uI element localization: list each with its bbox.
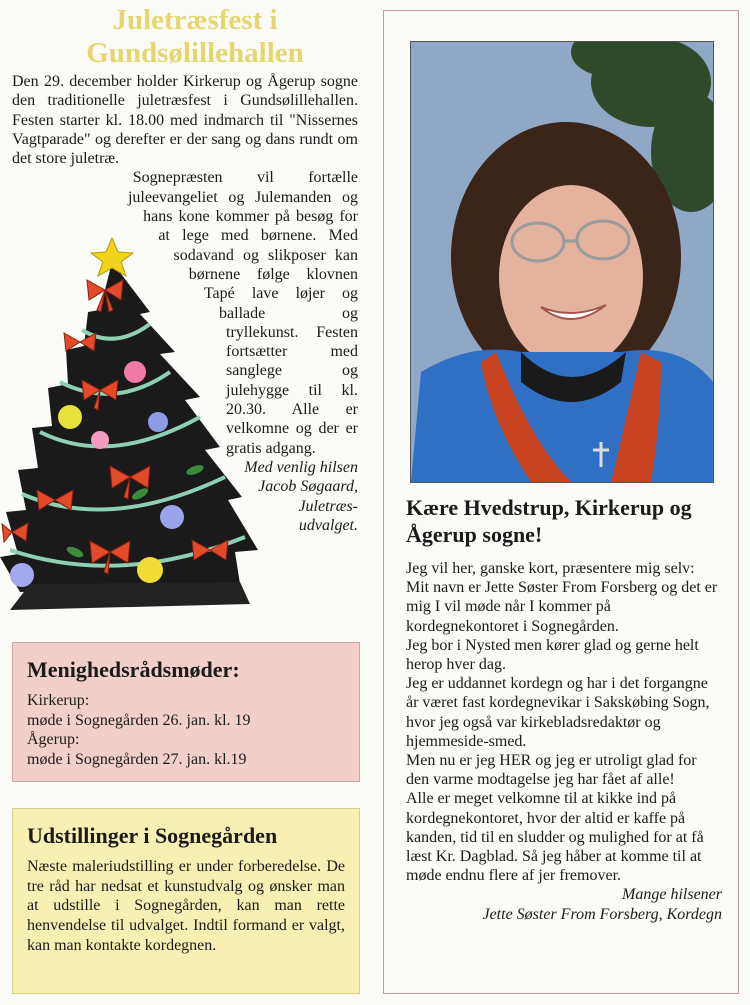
signoff-line: Med venlig hilsen [244,458,358,476]
signoff-line: Juletræs- [298,497,358,515]
menighed-line: Ågerup: [27,731,80,748]
udstilling-text: Næste maleriudstilling er under forberedelse. De tre råd har nedsat et kunstudvalg og ønsker man at udstille i Sognegården, kan man rette henvendelse til udvalget. Indtil formand er valgt, kan man kontakte kordegnen. [27,858,345,954]
letter-paragraph: Jeg bor i Nysted men kører glad og gerne helt herop hver dag. [406,636,699,674]
menighed-line: møde i Sognegården 26. jan. kl. 19 [27,711,251,729]
letter-signature: Jette Søster From Forsberg, Kordegn [482,905,722,923]
menighed-title: Menighedsrådsmøder: [27,657,240,682]
juletrae-paragraph-1: Den 29. december holder Kirkerup og Ågerup sogne den traditionelle juletræsfest i Gundsølillehallen. Festen starter kl. 18.00 med indmarch til "Nissernes Vagtparade" og derefter er der sang og dans rundt om det store juletræ. [12,73,358,168]
signoff-line: udvalget. [298,516,358,534]
letter-panel [383,10,739,994]
juletrae-paragraph-2: Sognepræsten vil fortælle juleevangeliet og Julemanden og hans kone kommer på besøg for at lege med børnene. Med sodavand og slikposer kan børnene følge klovnen Tapé lave løjer og ballade og tryllekunst. Festen fortsætter med sanglege og julehygge til kl. 20.30. Alle er velkomne og der er gratis adgang. [127,169,358,457]
juletrae-title: Juletræsfest i Gundsølillehallen [86,4,304,69]
udstilling-box [12,808,360,994]
left-column [0,0,370,1005]
letter-closing: Mange hilsener [622,886,722,904]
menighed-box [12,642,360,782]
menighed-text [27,691,345,769]
udstilling-title: Udstillinger i Sognegården [27,823,278,848]
letter-paragraph: Mit navn er Jette Søster From Forsberg og det er mig I vil møde når I kommer på kordegnekontoret i Sognegården. [406,579,718,635]
portrait-photo [410,41,714,483]
juletrae-article [12,72,358,535]
letter-title: Kære Hvedstrup, Kirkerup og Ågerup sogne! [406,495,692,547]
signoff-line: Jacob Søgaard, [258,478,358,496]
letter-paragraph: Jeg er uddannet kordegn og har i det forgangne år været fast kordegnevikar i Sakskøbing Sogn, hvor jeg også var kirkebladsredaktør og hjemmeside-smed. [406,675,710,750]
letter-paragraph: Alle er meget velkomne til at kikke ind på kordegnekontoret, hvor der altid er kaffe på kanden, tid til en sludder og mulighed for at få læst Kr. Dagblad. Så jeg håber at komme til at møde endnu flere af jer fremover. [406,790,704,885]
letter-body [406,559,722,924]
menighed-line: Kirkerup: [27,692,90,709]
menighed-line: møde i Sognegården 27. jan. kl.19 [27,750,247,768]
letter-paragraph: Jeg vil her, ganske kort, præsentere mig selv: [406,560,695,577]
letter-paragraph: Men nu er jeg HER og jeg er utroligt glad for den varme modtagelse jeg har fået af alle! [406,752,697,789]
